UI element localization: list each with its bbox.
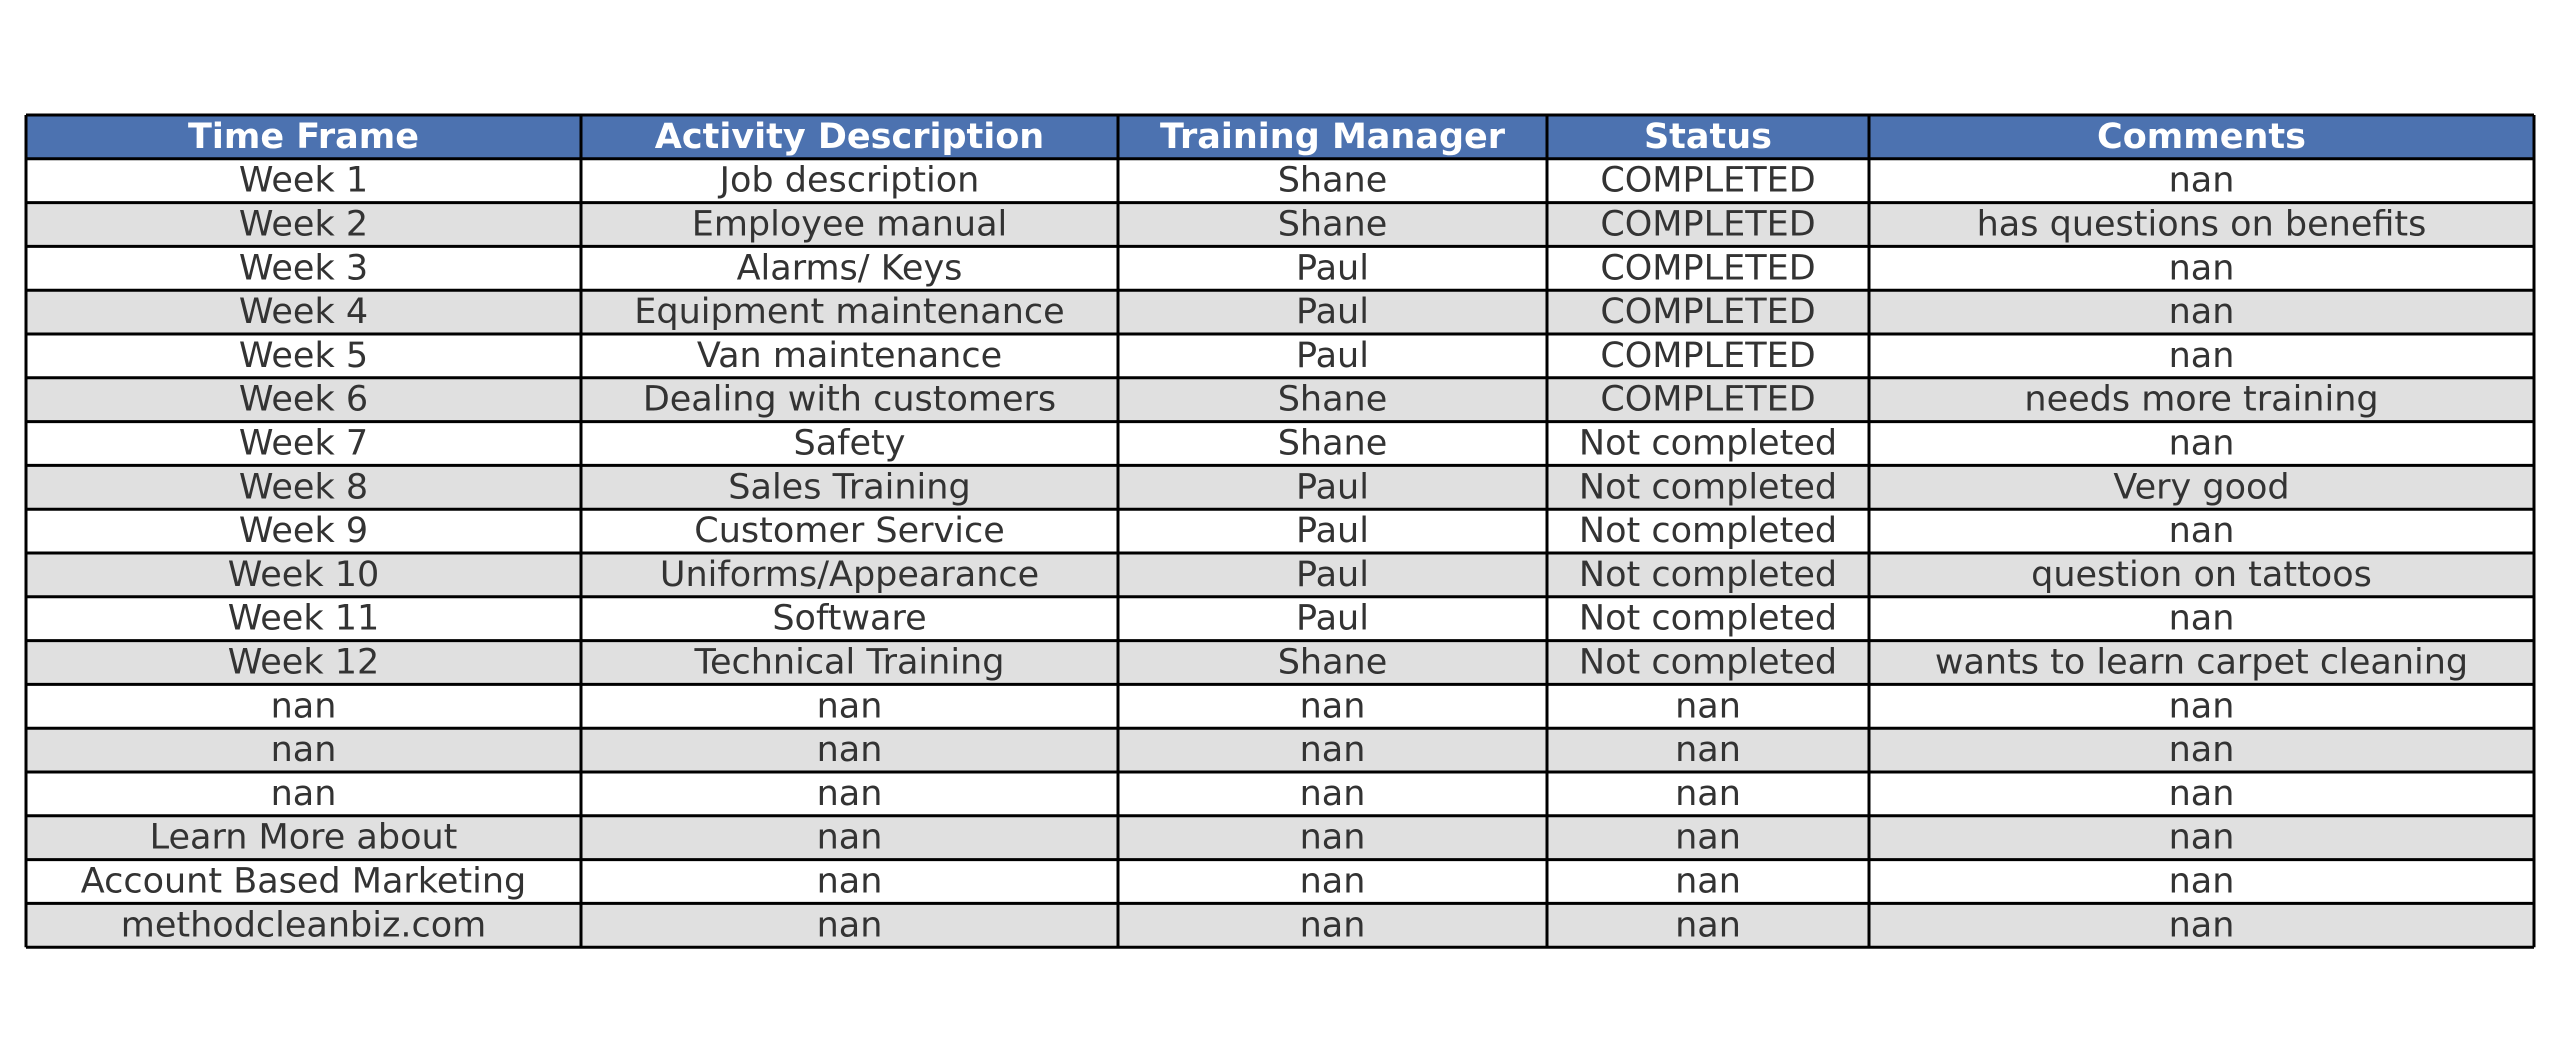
table-cell: COMPLETED	[1600, 379, 1816, 420]
table-cell: Learn More about	[149, 817, 458, 858]
table-cell: nan	[2168, 335, 2235, 376]
table-cell: nan	[1299, 686, 1366, 727]
table-row	[26, 684, 2534, 728]
table-cell: nan	[1299, 773, 1366, 814]
table-cell: nan	[1299, 730, 1366, 771]
table-cell: Dealing with customers	[642, 379, 1057, 420]
table-cell: Paul	[1296, 335, 1369, 376]
table-cell: Safety	[793, 423, 906, 464]
table-cell: nan	[1299, 861, 1366, 902]
column-header: Training Manager	[1159, 116, 1506, 157]
table-cell: nan	[270, 730, 337, 771]
table-cell: Week 8	[238, 467, 369, 508]
table-cell: nan	[816, 861, 883, 902]
table-cell: nan	[1675, 861, 1741, 902]
table-cell: Week 11	[227, 598, 380, 639]
table-cell: Alarms/ Keys	[736, 248, 963, 289]
table-cell: Week 10	[227, 554, 380, 595]
table-cell: nan	[816, 905, 883, 946]
table-cell: Paul	[1296, 511, 1369, 552]
table-cell: Week 5	[238, 335, 369, 376]
table-cell: Not completed	[1578, 423, 1838, 464]
table-row	[26, 597, 2534, 641]
table-cell: Uniforms/Appearance	[659, 554, 1040, 595]
table-cell: nan	[2168, 160, 2235, 201]
table-cell: nan	[270, 686, 337, 727]
table-cell: nan	[2168, 905, 2235, 946]
column-header: Activity Description	[654, 116, 1045, 157]
table-cell: methodcleanbiz.com	[120, 905, 487, 946]
table-cell: nan	[1675, 773, 1741, 814]
table-cell: Paul	[1296, 598, 1369, 639]
table-cell: nan	[2168, 598, 2235, 639]
table-cell: Week 7	[238, 423, 369, 464]
table-cell: Very good	[2113, 467, 2290, 508]
table-cell: Week 9	[238, 511, 369, 552]
table-cell: Paul	[1296, 292, 1369, 333]
table-cell: Not completed	[1578, 511, 1838, 552]
table-cell: nan	[816, 730, 883, 771]
table-cell: COMPLETED	[1600, 160, 1816, 201]
table-cell: nan	[2168, 861, 2235, 902]
table-cell: needs more training	[2024, 379, 2379, 420]
table-cell: Week 12	[227, 642, 380, 683]
table-cell: Week 1	[238, 160, 369, 201]
table-cell: Job description	[719, 160, 980, 201]
table-cell: nan	[816, 817, 883, 858]
table-cell: Paul	[1296, 248, 1369, 289]
table-cell: Not completed	[1578, 598, 1838, 639]
table-cell: Not completed	[1578, 554, 1838, 595]
column-header: Comments	[2097, 116, 2306, 157]
table-cell: nan	[2168, 423, 2235, 464]
table-cell: Shane	[1277, 642, 1388, 683]
table-cell: Account Based Marketing	[80, 861, 527, 902]
table-cell: Employee manual	[691, 204, 1008, 245]
table-cell: Not completed	[1578, 642, 1838, 683]
table-cell: COMPLETED	[1600, 248, 1816, 289]
table-cell: Shane	[1277, 423, 1388, 464]
table-cell: nan	[1675, 686, 1741, 727]
table-cell: nan	[2168, 511, 2235, 552]
table-row	[26, 728, 2534, 772]
table-cell: nan	[2168, 686, 2235, 727]
column-header: Time Frame	[187, 116, 420, 157]
table-cell: Not completed	[1578, 467, 1838, 508]
table-cell: Week 6	[238, 379, 369, 420]
table-cell: Shane	[1277, 379, 1388, 420]
table-cell: Van maintenance	[696, 335, 1003, 376]
table-cell: nan	[816, 773, 883, 814]
table-row	[26, 334, 2534, 378]
table-cell: COMPLETED	[1600, 292, 1816, 333]
table-cell: has questions on benefits	[1976, 204, 2427, 245]
table-cell: nan	[270, 773, 337, 814]
column-header: Status	[1643, 116, 1773, 157]
table-row	[26, 772, 2534, 816]
table-cell: nan	[2168, 730, 2235, 771]
table-cell: nan	[1675, 730, 1741, 771]
table-row	[26, 290, 2534, 334]
table-cell: Technical Training	[694, 642, 1005, 683]
table-cell: Week 2	[238, 204, 369, 245]
table-cell: nan	[816, 686, 883, 727]
table-cell: Sales Training	[728, 467, 971, 508]
table-cell: Shane	[1277, 160, 1388, 201]
table-cell: COMPLETED	[1600, 335, 1816, 376]
table-cell: Customer Service	[694, 511, 1005, 552]
table-cell: wants to learn carpet cleaning	[1934, 642, 2469, 683]
table-cell: Week 4	[238, 292, 369, 333]
table-cell: nan	[2168, 817, 2235, 858]
table-cell: COMPLETED	[1600, 204, 1816, 245]
table-cell: Software	[772, 598, 927, 639]
table-row	[26, 509, 2534, 553]
table-cell: Equipment maintenance	[634, 292, 1065, 333]
table-cell: nan	[2168, 773, 2235, 814]
table-cell: Shane	[1277, 204, 1388, 245]
table-cell: question on tattoos	[2031, 554, 2372, 595]
table-cell: nan	[1675, 905, 1741, 946]
table-cell: Paul	[1296, 554, 1369, 595]
table-cell: nan	[1675, 817, 1741, 858]
table-cell: Week 3	[238, 248, 369, 289]
table-cell: nan	[2168, 292, 2235, 333]
table-cell: nan	[1299, 817, 1366, 858]
table-cell: Paul	[1296, 467, 1369, 508]
table-cell: nan	[2168, 248, 2235, 289]
table-cell: nan	[1299, 905, 1366, 946]
table-row	[26, 246, 2534, 290]
